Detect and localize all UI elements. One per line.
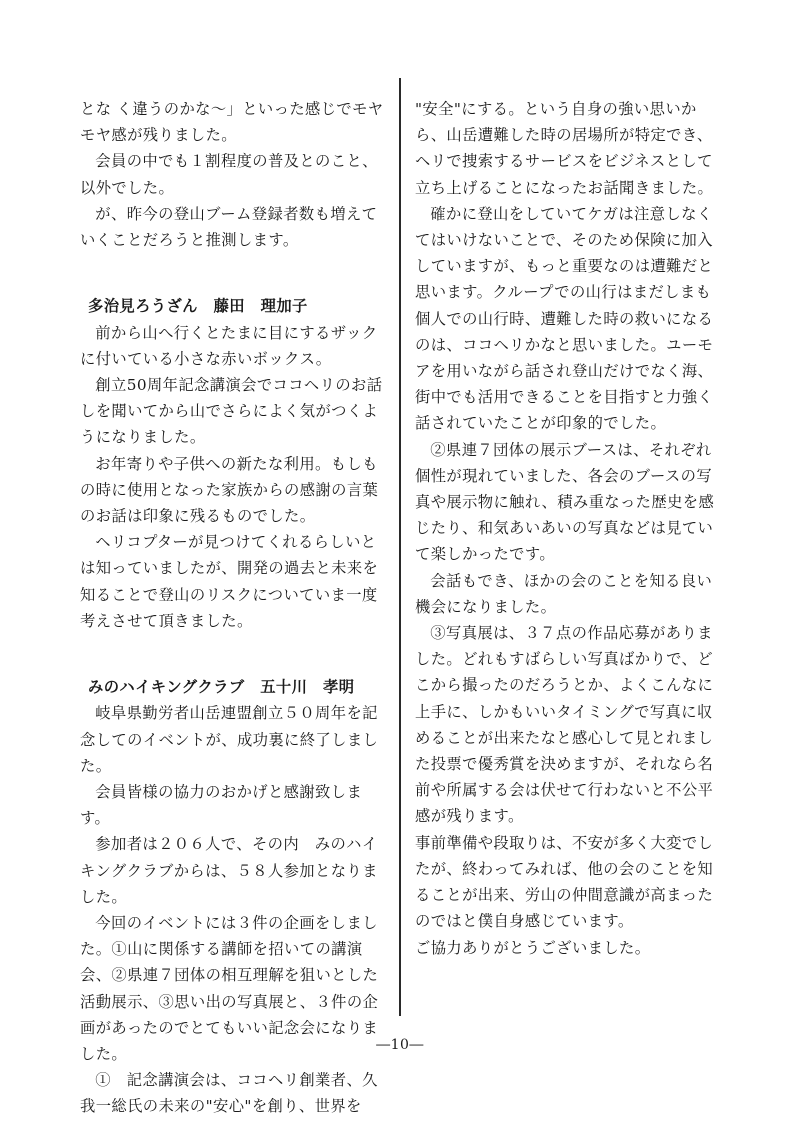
body-paragraph: ご協力ありがとうございました。 <box>415 938 651 957</box>
intro-paragraph: が、昨今の登山ブーム登録者数も増えていくことだろうと推測します。 <box>80 204 378 250</box>
body-paragraph: 前から山へ行くとたまに目にするザックに付いている小さな赤いボックス。 <box>80 323 378 368</box>
page-number: ―10― <box>376 1037 424 1053</box>
body-paragraph: お年寄りや子供への新たな利用。もしもの時に使用となった家族からの感謝の言葉のお話は印象に残るものでした。 <box>80 454 379 526</box>
body-paragraph: 今回のイベントには３件の企画をしました。①山に関係する講師を招いての講演会、②県連７団体の相互理解を狙いとした活動展示、③思い出の写真展と、３件の企画があったのでとてもいい記念会になりました。 <box>80 914 379 1064</box>
right-column <box>415 96 721 961</box>
section-heading-fujita: 多治見ろうざん 藤田 理加子 <box>88 297 308 316</box>
body-paragraph: ③写真展は、３７点の作品応募がありました。どれもすばらしい写真ばかりで、どこから撮ったのだろうとか、よくこんなに上手に、しかもいいタイミングで写真に収めることが出来たなと感心して見とれました投票で優秀賞を決めますが、それなら名前や所属する会は伏せて行わないと不公平感が残ります。 <box>415 624 714 826</box>
column-divider <box>399 78 401 1016</box>
intro-paragraph: 会員の中でも１割程度の普及とのこと、以外でした。 <box>80 152 378 197</box>
left-column <box>80 96 386 1120</box>
body-paragraph: 岐阜県勤労者山岳連盟創立５０周年を記念してのイベントが、成功裏に終了しました。 <box>80 704 379 775</box>
body-paragraph: "安全"にする。という自身の強い思いから、山岳遭難した時の居場所が特定でき、ヘリで捜索するサービスをビジネスとして立ち上げることになったお話聞きました。 <box>415 100 714 197</box>
body-paragraph: ②県連７団体の展示ブースは、それぞれ個性が現れていました、各会のブースの写真や展示物に触れ、積み重なった歴史を感じたり、和気あいあいの写真などは見ていて楽しかったです。 <box>415 440 715 564</box>
body-paragraph: ① 記念講演会は、ココヘリ創業者、久我一総氏の未来の"安心"を創り、世界を <box>80 1071 378 1116</box>
body-paragraph: 事前準備や段取りは、不安が多く大変でしたが、終わってみれば、他の会のことを知ることが出来、労山の仲間意識が高まったのではと僕自身感じています。 <box>415 833 714 931</box>
body-paragraph: 確かに登山をしていてケガは注意しなくてはいけないことで、そのため保険に加入していますが、もっと重要なのは遭難だと思います。クループでの山行はまだしまも個人での山行時、遭難した時の救いになるのは、ココヘリかなと思いました。ユーモアを用いながら話され登山だけでなく海、街中でも活用できることを目指すと力強く話されていたことが印象的でした。 <box>415 204 714 433</box>
body-paragraph: 創立50周年記念講演会でココヘリのお話しを聞いてから山でさらによく気がつくようになりました。 <box>80 376 383 447</box>
body-paragraph: 参加者は２０６人で、その内 みのハイキングクラブからは、５８人参加となりました。 <box>80 835 378 906</box>
body-paragraph: 会話もでき、ほかの会のことを知る良い機会になりました。 <box>415 571 713 616</box>
body-paragraph: ヘリコプターが見つけてくれるらしいとは知っていましたが、開発の過去と未来を知ることで登山のリスクについていま一度考えさせて頂きました。 <box>80 533 379 630</box>
body-paragraph: 会員皆様の協力のおかげと感謝致します。 <box>80 783 363 828</box>
section-heading-isogawa: みのハイキングクラブ 五十川 孝明 <box>88 678 355 697</box>
intro-paragraph: とな く違うのかな～」といった感じでモヤモヤ感が残りました。 <box>80 100 384 145</box>
